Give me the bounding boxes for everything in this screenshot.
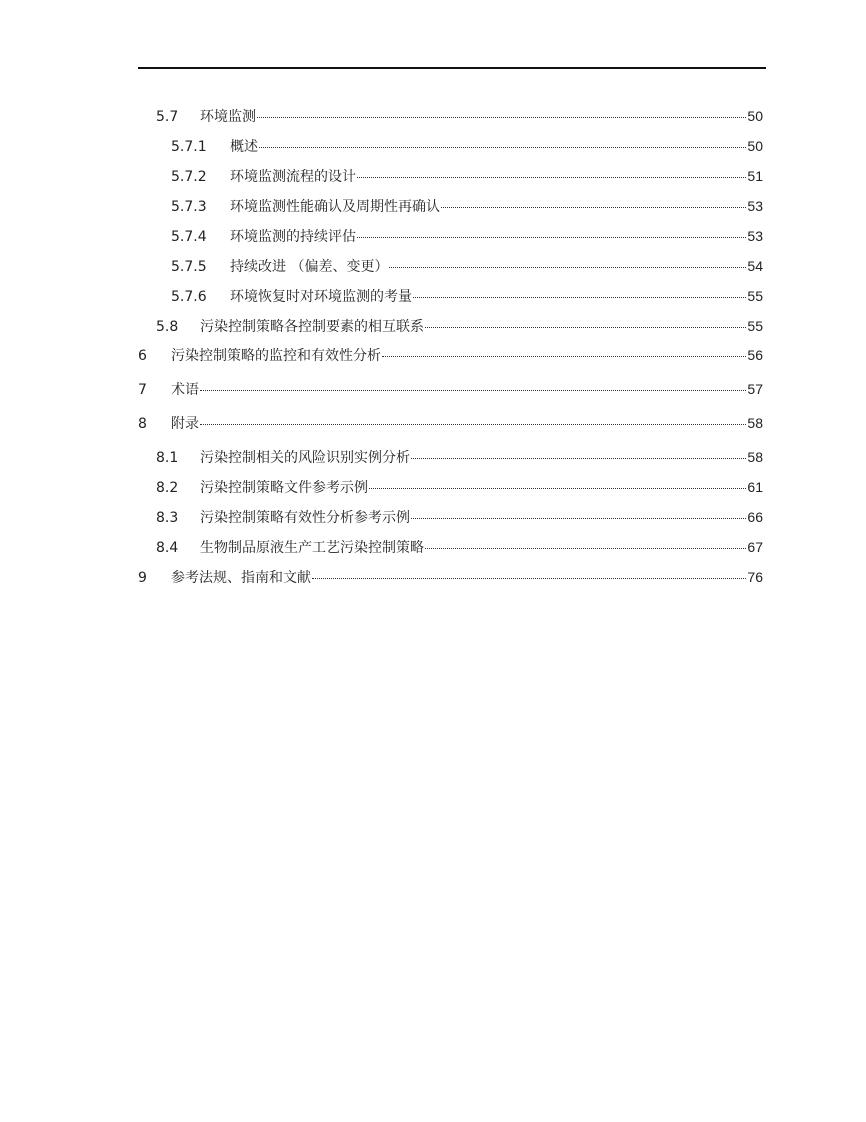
toc-entry-5-7-5[interactable] (171, 253, 763, 276)
toc-entry-title: 污染控制策略的监控和有效性分析 (171, 348, 381, 364)
toc-entry-page: 50 (747, 108, 763, 124)
toc-entry-8[interactable] (138, 410, 763, 433)
toc-entry-number: 8.2 (156, 480, 179, 496)
toc-entry-title: 环境监测 (200, 109, 256, 125)
toc-entry-title: 污染控制策略文件参考示例 (200, 480, 368, 496)
toc-entry-page: 51 (747, 168, 763, 184)
toc-entry-page: 55 (747, 288, 763, 304)
toc-entry-5-8[interactable] (156, 313, 763, 336)
toc-entry-title: 附录 (171, 416, 199, 432)
toc-entry-8-4[interactable] (156, 534, 763, 557)
dot-leader (357, 163, 746, 181)
toc-entry-7[interactable] (138, 376, 763, 399)
toc-entry-page: 76 (747, 569, 763, 585)
toc-entry-number: 5.7.6 (171, 289, 207, 305)
toc-entry-page: 54 (747, 258, 763, 274)
toc-entry-6[interactable] (138, 342, 763, 365)
toc-entry-9[interactable] (138, 564, 763, 587)
dot-leader (413, 283, 746, 301)
dot-leader (200, 376, 746, 394)
dot-leader (411, 504, 746, 522)
toc-entry-number: 5.7.3 (171, 199, 207, 215)
toc-entry-page: 67 (747, 539, 763, 555)
toc-entry-8-3[interactable] (156, 504, 763, 527)
toc-entry-title: 参考法规、指南和文献 (171, 570, 311, 586)
toc-entry-5-7[interactable] (156, 103, 763, 126)
toc-entry-title: 概述 (230, 139, 258, 155)
dot-leader (259, 133, 746, 151)
dot-leader (389, 253, 746, 271)
dot-leader (369, 474, 746, 492)
toc-entry-title: 污染控制策略各控制要素的相互联系 (200, 319, 424, 335)
dot-leader (200, 410, 746, 428)
toc-entry-5-7-2[interactable] (171, 163, 763, 186)
toc-entry-number: 8 (138, 416, 147, 432)
toc-entry-number: 5.7.5 (171, 259, 207, 275)
toc-entry-page: 61 (747, 479, 763, 495)
toc-entry-5-7-6[interactable] (171, 283, 763, 306)
toc-entry-5-7-3[interactable] (171, 193, 763, 216)
toc-entry-page: 56 (747, 347, 763, 363)
toc-entry-page: 58 (747, 449, 763, 465)
dot-leader (411, 444, 746, 462)
toc-entry-number: 7 (138, 382, 147, 398)
toc-entry-title: 生物制品原液生产工艺污染控制策略 (200, 540, 424, 556)
toc-entry-number: 5.7.4 (171, 229, 207, 245)
toc-entry-title: 环境监测的持续评估 (230, 229, 356, 245)
dot-leader (312, 564, 746, 582)
toc-entry-page: 50 (747, 138, 763, 154)
dot-leader (357, 223, 746, 241)
toc-entry-number: 8.1 (156, 450, 179, 466)
toc-entry-title: 污染控制相关的风险识别实例分析 (200, 450, 410, 466)
toc-entry-title: 环境监测流程的设计 (230, 169, 356, 185)
toc-entry-8-2[interactable] (156, 474, 763, 497)
toc-entry-number: 5.8 (156, 319, 179, 335)
toc-entry-number: 5.7.1 (171, 139, 207, 155)
dot-leader (441, 193, 746, 211)
toc-entry-page: 53 (747, 228, 763, 244)
dot-leader (382, 342, 746, 360)
dot-leader (257, 103, 746, 121)
toc-entry-number: 8.4 (156, 540, 179, 556)
toc-entry-number: 5.7 (156, 109, 179, 125)
toc-entry-title: 环境恢复时对环境监测的考量 (230, 289, 412, 305)
toc-entry-page: 66 (747, 509, 763, 525)
toc-entry-title: 环境监测性能确认及周期性再确认 (230, 199, 440, 215)
toc-entry-number: 8.3 (156, 510, 179, 526)
toc-entry-number: 6 (138, 348, 147, 364)
dot-leader (425, 534, 746, 552)
toc-entry-page: 53 (747, 198, 763, 214)
toc-entry-5-7-1[interactable] (171, 133, 763, 156)
toc-entry-number: 5.7.2 (171, 169, 207, 185)
dot-leader (425, 313, 746, 331)
toc-entry-page: 57 (747, 381, 763, 397)
toc-entry-5-7-4[interactable] (171, 223, 763, 246)
toc-entry-number: 9 (138, 570, 147, 586)
toc-entry-page: 58 (747, 415, 763, 431)
toc-entry-8-1[interactable] (156, 444, 763, 467)
toc-entry-title: 持续改进 （偏差、变更） (230, 259, 389, 275)
toc-entry-title: 污染控制策略有效性分析参考示例 (200, 510, 410, 526)
toc-entry-page: 55 (747, 318, 763, 334)
toc-entry-title: 术语 (171, 382, 199, 398)
